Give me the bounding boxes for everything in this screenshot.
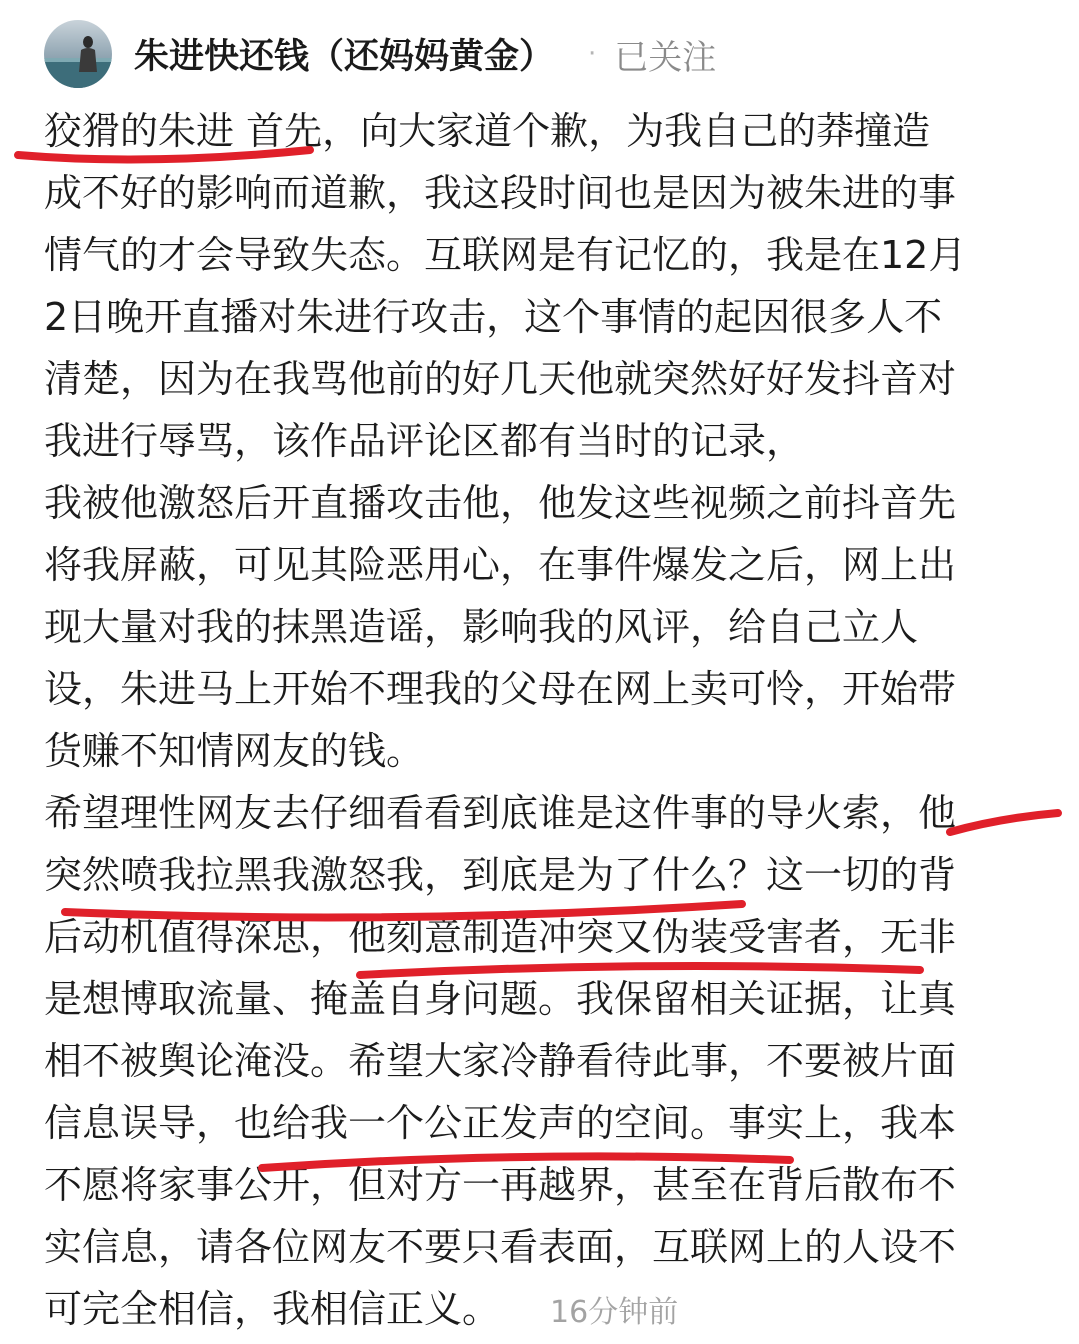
post-line: 我进行辱骂，该作品评论区都有当时的记录， (44, 419, 805, 463)
post-line: 希望理性网友去仔细看看到底谁是这件事的导火索，他 (44, 791, 957, 835)
post-line: 突然喷我拉黑我激怒我，到底是为了什么？这一切的背 (44, 853, 957, 897)
post-line: 将我屏蔽，可见其险恶用心，在事件爆发之后，网上出 (44, 543, 957, 587)
post-header (44, 20, 716, 88)
post-line: 2日晚开直播对朱进行攻击，这个事情的起因很多人不 (44, 295, 943, 339)
post-line: 现大量对我的抹黑造谣，影响我的风评，给自己立人 (44, 605, 919, 649)
post-line: 设，朱进马上开始不理我的父母在网上卖可怜，开始带 (44, 667, 957, 711)
post-line: 货赚不知情网友的钱。 (44, 729, 425, 773)
username[interactable]: 朱进快还钱（还妈妈黄金） (134, 37, 555, 77)
follow-status-button[interactable]: 已关注 (614, 37, 717, 78)
post-line: 实信息，请各位网友不要只看表面，互联网上的人设不 (44, 1225, 957, 1269)
post-line: 是想博取流量、掩盖自身问题。我保留相关证据，让真 (44, 977, 957, 1021)
post-line: 清楚，因为在我骂他前的好几天他就突然好好发抖音对 (44, 357, 957, 401)
avatar[interactable] (44, 20, 112, 88)
post-last-line (44, 1278, 1044, 1340)
separator-dot: · (588, 39, 597, 69)
post-timestamp: 16分钟前 (550, 1295, 679, 1330)
post-body (44, 100, 1044, 1340)
post-line: 狡猾的朱进 首先，向大家道个歉，为我自己的莽撞造 (44, 109, 931, 153)
post-line: 不愿将家事公开，但对方一再越界，甚至在背后散布不 (44, 1163, 957, 1207)
post-line: 可完全相信，我相信正义。 (44, 1287, 501, 1331)
avatar-photo-icon (44, 20, 112, 88)
post-line: 信息误导，也给我一个公正发声的空间。事实上，我本 (44, 1101, 957, 1145)
post-line: 相不被舆论淹没。希望大家冷静看待此事，不要被片面 (44, 1039, 957, 1083)
post-line: 情气的才会导致失态。互联网是有记忆的，我是在12月 (44, 233, 967, 277)
post-line: 后动机值得深思，他刻意制造冲突又伪装受害者，无非 (44, 915, 957, 959)
post-line: 我被他激怒后开直播攻击他，他发这些视频之前抖音先 (44, 481, 957, 525)
post-line: 成不好的影响而道歉，我这段时间也是因为被朱进的事 (44, 171, 957, 215)
